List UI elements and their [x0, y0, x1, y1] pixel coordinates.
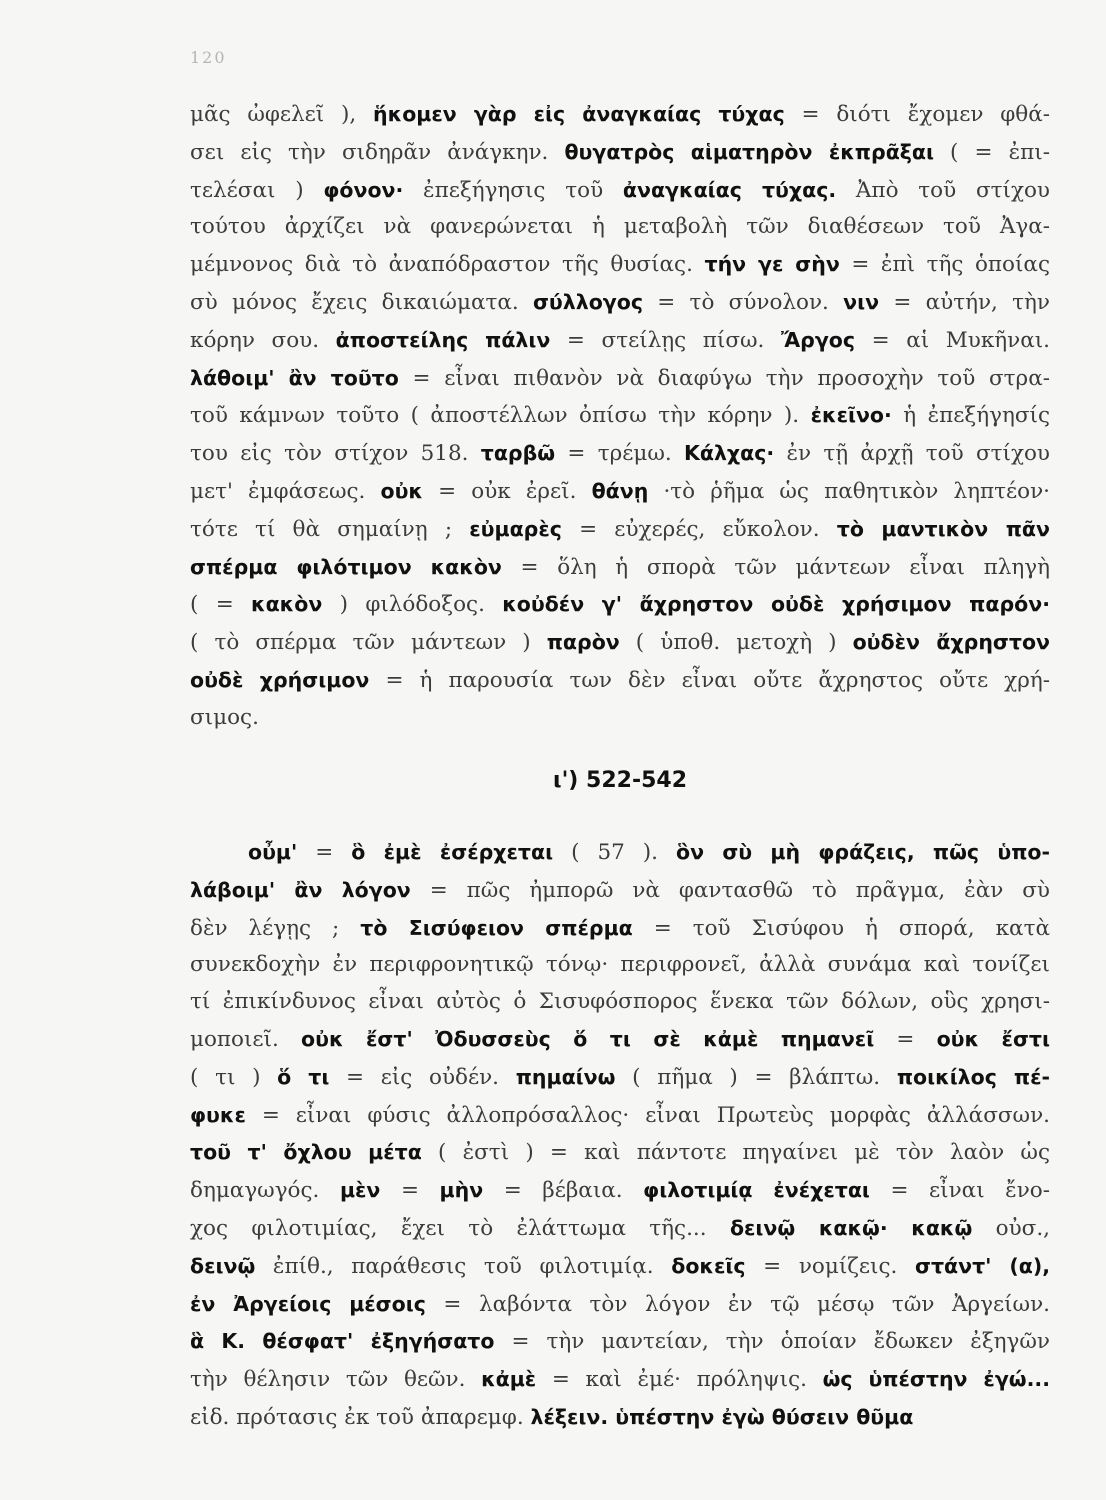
text-line	[190, 700, 1050, 737]
text-line	[190, 1210, 1050, 1248]
text-run: του εἰς τὸν στίχον 518.	[190, 441, 481, 467]
lemma-bold: κακὸν	[251, 592, 323, 617]
lemma-bold: εὐμαρὲς	[469, 516, 562, 541]
lemma-bold: θυγατρὸς αἱματηρὸν ἐκπρᾶξαι	[564, 139, 934, 164]
text-run: σὺ μόνος ἔχεις δικαιώματα.	[190, 289, 533, 315]
lemma-bold: μὲν	[339, 1178, 381, 1203]
lemma-bold: δοκεῖς	[671, 1253, 746, 1278]
lemma-bold: θάνῃ	[591, 478, 649, 503]
lemma-bold: οὐδὲ χρήσιμον	[190, 667, 370, 692]
text-line	[190, 1134, 1050, 1172]
text-run: ( πῆμα ) = βλάπτω.	[615, 1064, 897, 1090]
text-line	[190, 549, 1050, 587]
text-run: = ὅλη ἡ σπορὰ τῶν μάντεων εἶναι πληγὴ	[501, 554, 1050, 580]
text-run: τοῦ κάμνων τοῦτο ( ἀποστέλλων ὀπίσω τὴν κόρην ).	[190, 403, 811, 429]
text-line	[190, 1059, 1050, 1097]
text-run: = εἰς οὐδέν.	[329, 1064, 516, 1090]
text-run: τούτου ἀρχίζει νὰ φανερώνεται ἡ μεταβολὴ τῶν διαθέσεων τοῦ Ἀγα-	[190, 214, 1050, 240]
lemma-bold: λάβοιμ' ἂν λόγον	[190, 877, 411, 902]
text-run: ( = ἐπι-	[933, 139, 1050, 165]
lemma-bold: στάντ' (α),	[915, 1253, 1051, 1278]
lemma-bold: σπέρμα φιλότιμον κακὸν	[190, 554, 502, 579]
lemma-bold: ἃ Κ. θέσφατ' ἐξηγήσατο	[190, 1329, 495, 1354]
text-run: ) φιλόδοξος.	[322, 592, 503, 618]
text-run: ( τὸ σπέρμα τῶν μάντεων )	[190, 630, 547, 656]
text-run: = νομίζεις.	[745, 1253, 915, 1279]
text-line	[190, 473, 1050, 511]
text-run: τελέσαι )	[190, 177, 324, 203]
lemma-bold: σύλλογος	[532, 289, 644, 314]
text-run: ·τὸ ῥῆμα ὡς παθητικὸν ληπτέον·	[648, 478, 1051, 504]
text-line	[190, 1021, 1050, 1059]
text-line	[190, 624, 1050, 662]
text-run: ( 57 ).	[553, 840, 676, 865]
text-line	[190, 96, 1050, 134]
page-number: 120	[190, 48, 227, 67]
text-run: = λαβόντα τὸν λόγον ἐν τῷ μέσῳ τῶν Ἀργείων.	[425, 1291, 1050, 1317]
text-run: Ἀπὸ τοῦ στίχου	[836, 177, 1051, 203]
lemma-bold: ὅ τι	[277, 1064, 330, 1089]
commentary-block-1	[190, 96, 1050, 737]
lemma-bold: τὸ μαντικὸν πᾶν	[836, 516, 1050, 541]
text-run: ( τι )	[190, 1064, 278, 1090]
text-run: κόρην σου.	[190, 327, 336, 353]
text-run: τί ἐπικίνδυνος εἶναι αὐτὸς ὁ Σισυφόσπορος ἕνεκα τῶν δόλων, οὓς χρησι-	[190, 989, 1050, 1015]
text-line	[190, 1323, 1050, 1361]
text-line	[190, 872, 1050, 910]
lemma-bold: ὡς ὑπέστην ἐγώ...	[822, 1367, 1050, 1392]
lemma-bold: οὐκ ἔστ' Ὀδυσσεὺς ὅ τι σὲ κἀμὲ πημανεῖ	[301, 1026, 875, 1051]
text-run: = εἶναι ἔνο-	[869, 1178, 1051, 1204]
lemma-bold: λάθοιμ' ἂν τοῦτο	[190, 365, 399, 390]
text-run: ἡ ἐπεξήγησίς	[891, 403, 1050, 429]
lemma-bold: ἐκεῖνο·	[810, 403, 892, 428]
text-line	[190, 984, 1050, 1021]
text-line	[190, 172, 1050, 210]
lemma-bold: πημαίνω	[515, 1064, 616, 1089]
text-line	[190, 322, 1050, 360]
lemma-bold: μὴν	[439, 1178, 484, 1203]
lemma-bold: ὃν σὺ μὴ φράζεις, πῶς ὑπο-	[675, 840, 1051, 864]
lemma-bold: Ἄργος	[780, 327, 856, 352]
text-line	[190, 209, 1050, 246]
commentary-block-2	[190, 834, 1050, 1437]
text-run: δὲν λέγῃς ;	[190, 915, 361, 941]
lemma-bold: ἥκομεν γὰρ εἰς ἀναγκαίας τύχας	[373, 102, 785, 126]
lemma-bold: φυκε	[190, 1102, 246, 1127]
text-run: = εἶναι πιθανὸν νὰ διαφύγω τὴν προσοχὴν τοῦ στρα-	[398, 365, 1050, 391]
lemma-bold: οὐδὲν ἄχρηστον	[852, 630, 1051, 655]
text-run: δημαγωγός.	[190, 1178, 340, 1204]
text-run: σιμος.	[190, 704, 259, 730]
lemma-bold: δεινῷ	[190, 1253, 256, 1278]
text-run: μοποιεῖ.	[190, 1026, 302, 1052]
text-run: = εὐχερές, εὔκολον.	[561, 516, 837, 542]
text-line	[190, 910, 1050, 948]
lemma-bold: λέξειν. ὑπέστην ἐγὼ θύσειν θῦμα	[530, 1404, 914, 1429]
text-run: = πῶς ἠμπορῶ νὰ φαντασθῶ τὸ πρᾶγμα, ἐὰν σὺ	[410, 877, 1050, 903]
text-run: = τρέμω.	[555, 441, 684, 467]
text-run: μέμνονος διὰ τὸ ἀναπόδραστον τῆς θυσίας.	[190, 252, 705, 278]
text-run: ἐπεξήγησις τοῦ	[403, 177, 623, 203]
text-run: = εἶναι φύσις ἀλλοπρόσαλλος· εἶναι Πρωτεὺς μορφὰς ἀλλάσσων.	[245, 1102, 1050, 1128]
text-run: ( ἐστὶ ) = καὶ πάντοτε πηγαίνει μὲ τὸν λαὸν ὡς	[421, 1140, 1050, 1166]
text-run: μᾶς ὠφελεῖ ),	[190, 102, 374, 127]
text-line	[190, 134, 1050, 172]
lemma-bold: ὃ ἐμὲ ἐσέρχεται	[351, 840, 554, 864]
text-line	[190, 360, 1050, 398]
text-run: εἰδ. πρότασις ἐκ τοῦ ἀπαρεμφ.	[190, 1404, 531, 1430]
lemma-bold: νιν	[843, 289, 880, 314]
lemma-bold: φιλοτιμίᾳ ἐνέχεται	[643, 1178, 870, 1203]
lemma-bold: ποικίλος πέ-	[896, 1064, 1051, 1089]
text-run: = τὴν μαντείαν, τὴν ὁποίαν ἔδωκεν ἐξηγῶν	[494, 1329, 1051, 1355]
lemma-bold: ἐν Ἀργείοις μέσοις	[190, 1291, 426, 1316]
text-run: =	[297, 840, 352, 865]
section-heading: ι') 522-542	[553, 768, 687, 793]
lemma-bold: φόνον·	[323, 177, 404, 202]
lemma-bold: κἀμὲ	[481, 1367, 537, 1392]
lemma-bold: ταρβῶ	[480, 441, 556, 466]
text-run: = τὸ σύνολον.	[643, 289, 844, 315]
text-run: = ἐπὶ τῆς ὁποίας	[839, 252, 1050, 278]
text-run: οὐσ.,	[972, 1215, 1050, 1241]
text-line	[190, 1248, 1050, 1286]
lemma-bold: τήν γε σὴν	[704, 252, 840, 277]
lemma-bold: τοῦ τ' ὄχλου μέτα	[190, 1140, 422, 1165]
text-line	[190, 947, 1050, 984]
text-run: ( ὑποθ. μετοχὴ )	[619, 630, 853, 656]
text-run: = καὶ ἐμέ· πρόληψις.	[536, 1367, 823, 1393]
text-run: τὴν θέλησιν τῶν θεῶν.	[190, 1367, 482, 1393]
text-line	[190, 1286, 1050, 1324]
text-line	[190, 246, 1050, 284]
text-run: = αὐτήν, τὴν	[879, 289, 1050, 315]
text-run: = τοῦ Σισύφου ἡ σπορά, κατὰ	[632, 915, 1050, 941]
lemma-bold: κοὐδέν γ' ἄχρηστον οὐδὲ χρήσιμον παρόν·	[502, 592, 1050, 617]
text-run: =	[874, 1026, 937, 1052]
text-line	[190, 284, 1050, 322]
text-run: = ἡ παρουσία των δὲν εἶναι οὔτε ἄχρηστος οὔτε χρή-	[369, 667, 1050, 693]
text-run: = βέβαια.	[483, 1178, 644, 1204]
text-run: ἐν τῇ ἀρχῇ τοῦ στίχου	[774, 441, 1051, 467]
lemma-bold: ἀναγκαίας τύχας.	[622, 177, 837, 202]
lemma-bold: οὐκ ἔστι	[936, 1026, 1051, 1051]
text-run: χος φιλοτιμίας, ἔχει τὸ ἐλάττωμα τῆς...	[190, 1215, 730, 1241]
lemma-bold: τὸ Σισύφειον σπέρμα	[360, 915, 633, 940]
lemma-bold: οὐκ	[380, 478, 423, 503]
lemma-bold: οὖμ'	[248, 840, 298, 864]
text-run: συνεκδοχὴν ἐν περιφρονητικῷ τόνῳ· περιφρονεῖ, ἀλλὰ συνάμα καὶ τονίζει	[190, 952, 1050, 978]
text-run: =	[380, 1178, 440, 1204]
text-run: σει εἰς τὴν σιδηρᾶν ἀνάγκην.	[190, 139, 565, 165]
text-run: = διότι ἔχομεν φθά-	[784, 102, 1051, 127]
text-run: = στείλῃς πίσω.	[550, 327, 781, 353]
text-line	[190, 435, 1050, 473]
text-line	[190, 1399, 1050, 1437]
text-run: ἐπίθ., παράθεσις τοῦ φιλοτιμίᾳ.	[255, 1253, 672, 1279]
text-run: ( =	[190, 592, 252, 618]
text-line	[190, 834, 1050, 872]
text-run: = οὐκ ἐρεῖ.	[423, 478, 592, 504]
text-run: μετ' ἐμφάσεως.	[190, 478, 381, 504]
text-line	[190, 1097, 1050, 1135]
text-line	[190, 1361, 1050, 1399]
lemma-bold: ἀποστείλης πάλιν	[335, 327, 551, 352]
text-line	[190, 397, 1050, 435]
text-line	[190, 586, 1050, 624]
text-line	[190, 662, 1050, 700]
lemma-bold: Κάλχας·	[683, 441, 775, 466]
text-line	[190, 1172, 1050, 1210]
text-line	[190, 511, 1050, 549]
text-run: = αἱ Μυκῆναι.	[855, 327, 1050, 353]
text-run: τότε τί θὰ σημαίνῃ ;	[190, 516, 470, 542]
lemma-bold: παρὸν	[546, 630, 620, 655]
lemma-bold: δεινῷ κακῷ· κακῷ	[729, 1215, 973, 1240]
